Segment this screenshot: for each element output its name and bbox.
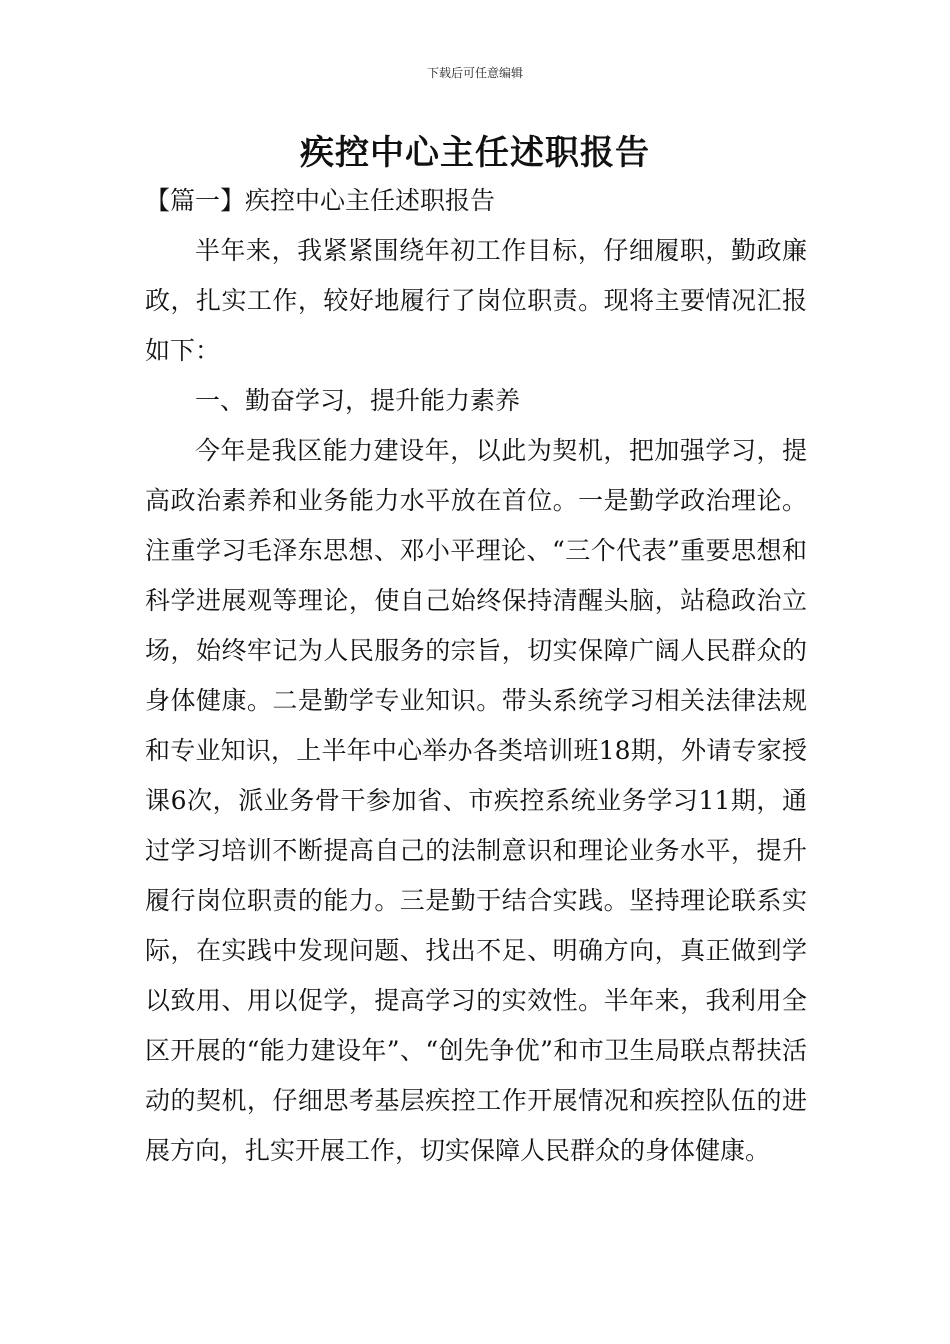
section-heading: 一、勤奋学习，提升能力素养 — [195, 386, 521, 415]
header-note: 下载后可任意编辑 — [426, 66, 523, 80]
document-title: 疾控中心主任述职报告 — [300, 133, 650, 173]
paragraph-body: 今年是我区能力建设年，以此为契机，把加强学习，提高政治素养和业务能力水平放在首位。一是勤学政治理论。注重学习毛泽东思想、邓小平理论、“三个代表”重要思想和科学进展观等理论，使自己始终保持清醒头脑，站稳政治立场，始终牢记为人民服务的宗旨，切实保障广阔人民群众的身体健康。二是勤学专业知识。带头系统学习相关法律法规和专业知识，上半年中心举办各类培训班18期，外请专家授课6次，派业务骨干参加省、市疾控系统业务学习11期，通过学习培训不断提高自己的法制意识和理论业务水平，提升履行岗位职责的能力。三是勤于结合实践。坚持理论联系实际，在实践中发现问题、找出不足、明确方向，真正做到学以致用、用以促学，提高学习的实效性。半年来，我利用全区开展的“能力建设年”、“创先争优”和市卫生局联点帮扶活动的契机，仔细思考基层疾控工作开展情况和疾控队伍的进展方向，扎实开展工作，切实保障人民群众的身体健康。 — [145, 436, 807, 1165]
paragraph-intro: 半年来，我紧紧围绕年初工作目标，仔细履职，勤政廉政，扎实工作，较好地履行了岗位职责。现将主要情况汇报如下： — [145, 236, 807, 365]
section-label: 【篇一】疾控中心主任述职报告 — [145, 186, 496, 215]
document-body — [145, 176, 807, 1176]
